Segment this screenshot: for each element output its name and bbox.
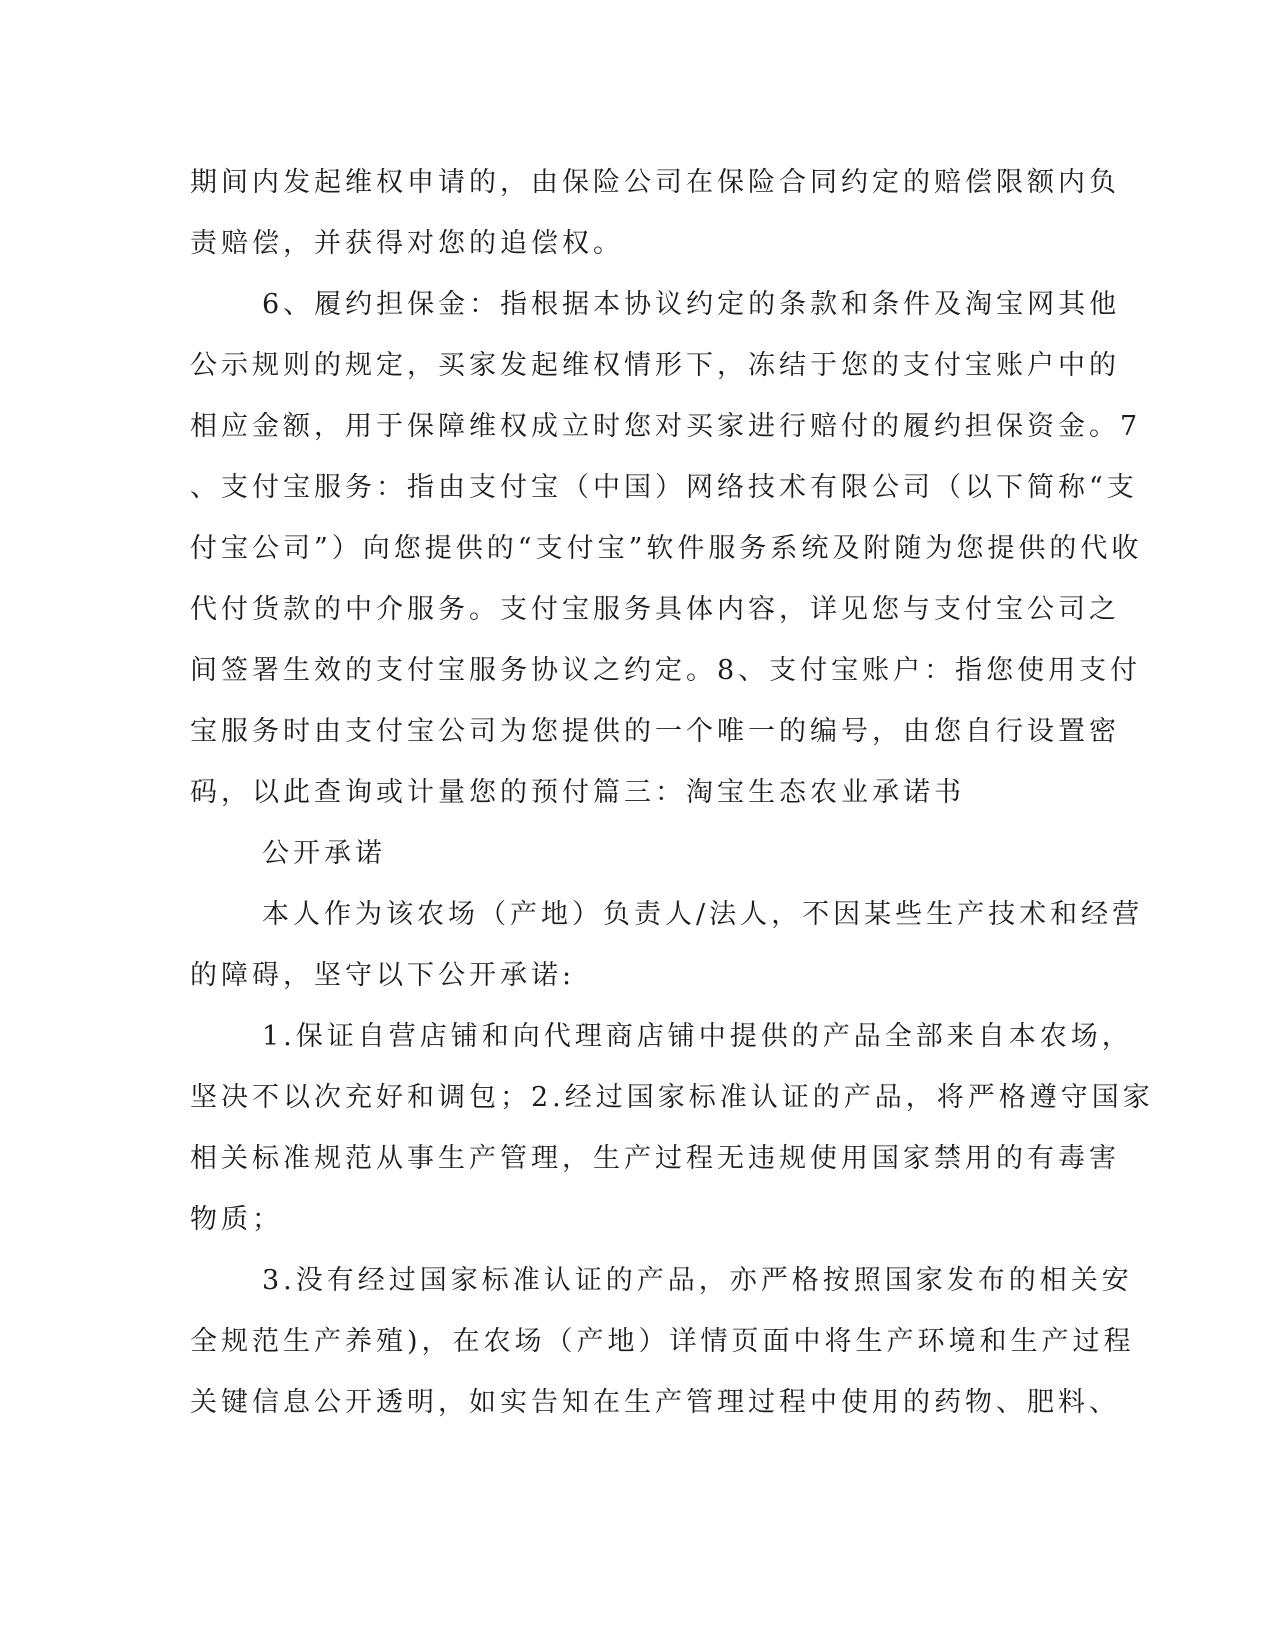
text-line: 1.保证自营店铺和向代理商店铺中提供的产品全部来自本农场， <box>262 1021 1133 1052</box>
text-line: 宝服务时由支付宝公司为您提供的一个唯一的编号，由您自行设置密 <box>190 716 1120 747</box>
text-line: 代付货款的中介服务。支付宝服务具体内容，详见您与支付宝公司之 <box>190 594 1120 625</box>
document-body <box>190 152 1154 1433</box>
text-line: 3.没有经过国家标准认证的产品，亦严格按照国家发布的相关安 <box>262 1265 1133 1296</box>
text-line: 坚决不以次充好和调包；2.经过国家标准认证的产品，将严格遵守国家 <box>190 1082 1154 1113</box>
text-line: 相应金额，用于保障维权成立时您对买家进行赔付的履约担保资金。7 <box>190 411 1142 442</box>
text-line: 物质； <box>190 1204 283 1235</box>
text-line: 6、履约担保金：指根据本协议约定的条款和条件及淘宝网其他 <box>262 289 1121 320</box>
text-line: 本人作为该农场（产地）负责人/法人，不因某些生产技术和经营 <box>262 899 1144 930</box>
section-heading: 公开承诺 <box>262 838 386 869</box>
text-line: 关键信息公开透明，如实告知在生产管理过程中使用的药物、肥料、 <box>190 1387 1120 1418</box>
text-line: 码，以此查询或计量您的预付篇三：淘宝生态农业承诺书 <box>190 777 965 808</box>
text-line: 期间内发起维权申请的，由保险公司在保险合同约定的赔偿限额内负 <box>190 167 1120 198</box>
text-line: 责赔偿，并获得对您的追偿权。 <box>190 228 624 259</box>
text-line: 公示规则的规定，买家发起维权情形下，冻结于您的支付宝账户中的 <box>190 350 1120 381</box>
text-line: 相关标准规范从事生产管理，生产过程无违规使用国家禁用的有毒害 <box>190 1143 1120 1174</box>
text-line: 付宝公司”）向您提供的“支付宝”软件服务系统及附随为您提供的代收 <box>190 533 1143 564</box>
text-line: 的障碍，坚守以下公开承诺: <box>190 960 576 991</box>
text-line: 、支付宝服务：指由支付宝（中国）网络技术有限公司（以下简称“支 <box>190 472 1138 503</box>
text-line: 间签署生效的支付宝服务协议之约定。8、支付宝账户：指您使用支付 <box>190 655 1142 686</box>
text-line: 全规范生产养殖)，在农场（产地）详情页面中将生产环境和生产过程 <box>190 1326 1135 1357</box>
